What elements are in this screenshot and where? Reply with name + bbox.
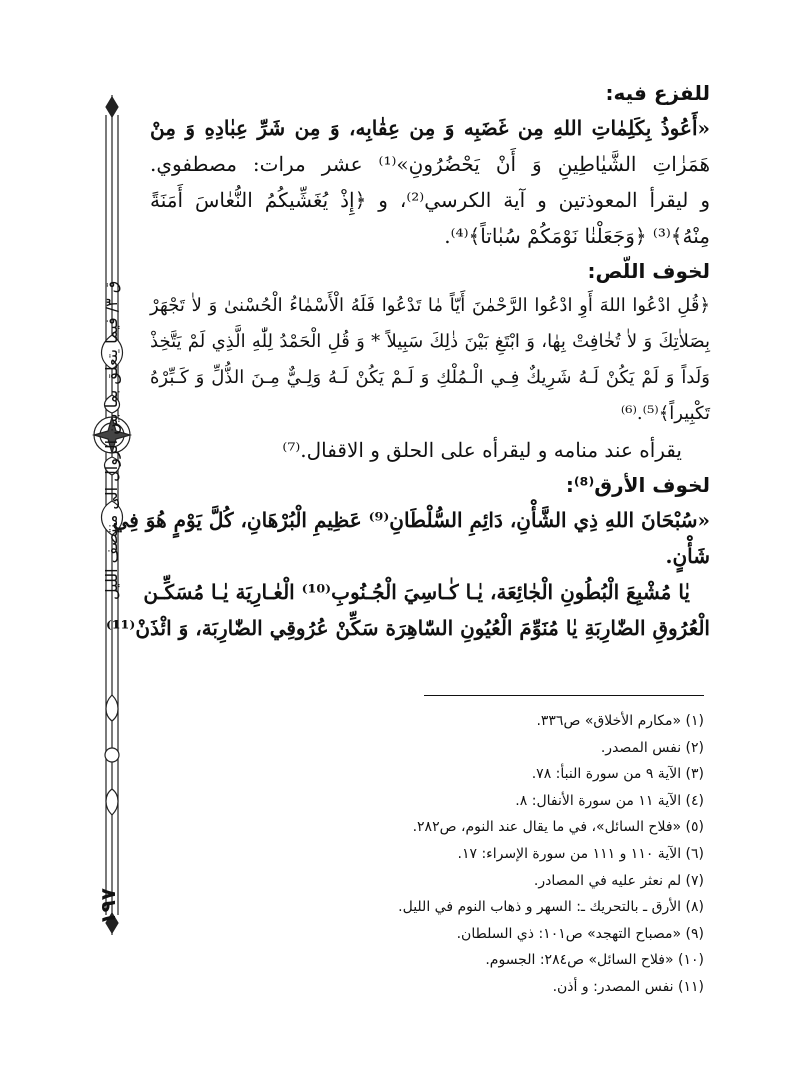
footnote: (٧) لم نعثر عليه في المصادر.	[533, 872, 704, 889]
section-heading-fear: للفزع فيه:	[605, 81, 710, 105]
footnote: (١١) نفس المصدر: و أذن.	[552, 978, 704, 995]
text-line: الْعُرُوقِ الضّٰارِبَةِ يٰا مُنَوِّمَ الْعُيُونِ السّٰاهِرَة سَكِّنْ عُرُوقِي الضّٰارِبَة، وَ ائْذَنْ⁽¹¹⁾	[105, 616, 710, 640]
text-line: ﴿قُلِ ادْعُوا اللهَ أَوِ ادْعُوا الرَّحْمٰنَ أَيّاً مٰا تَدْعُوا فَلَهُ الْأَسْمٰاءُ الْحُسْنىٰ وَ لاٰ تَجْهَرْ	[150, 295, 710, 316]
section-heading-thief: لخوف اللّص:	[587, 259, 710, 283]
text-line: شَأْنٍ.	[665, 544, 710, 568]
footnote: (٥) «فلاح السائل»، في ما يقال عند النوم، ص٢٨٢.	[412, 819, 704, 836]
footnote: (١) «مكارم الأخلاق» ص٣٣٦.	[536, 713, 704, 729]
text-line: «أَعُوذُ بِكَلِمٰاتِ اللهِ مِن غَضَبِه وَ مِن عِقٰابِه، وَ مِن شَرِّ عِبٰادِهِ وَ مِنْ	[150, 116, 710, 140]
text-line: هَمَزٰاتِ الشَّيٰاطِينِ وَ أَنْ يَحْضُرُونِ»⁽¹⁾ عشر مرات: مصطفوي.	[150, 152, 711, 176]
text-line: يٰا مُشْبِعَ الْبُطُونِ الْجٰائِعَة، يٰـا كٰـاسِيَ الْجُـنُوبِ⁽¹⁰⁾ الْعٰـارِيَة يٰـا مُسَكِّـن	[143, 580, 690, 604]
footnote: (٤) الآية ١١ من سورة الأنفال: ٨.	[515, 792, 704, 809]
footnote: (٣) الآية ٩ من سورة النبأ: ٧٨.	[531, 766, 704, 783]
footnote: (٩) «مصباح التهجد» ص١٠١: ذي السلطان.	[456, 925, 704, 942]
text-line: يقرأه عند منامه و ليقرأه على الحلق و الاقفال.⁽⁷⁾	[282, 438, 682, 462]
text-line: مِنْهُ﴾⁽³⁾ ﴿وَجَعَلْنٰا نَوْمَكُمْ سُبٰاتاً﴾⁽⁴⁾.	[444, 224, 710, 248]
section-heading-insomnia: لخوف الأرق⁽⁸⁾:	[565, 473, 710, 497]
page-number: ١٩٧	[96, 888, 120, 925]
footnote-divider	[424, 695, 704, 696]
text-line: بِصَلاٰتِكَ وَ لاٰ تُخٰافِتْ بِهٰا، وَ ابْتَغِ بَيْنَ ذٰلِكَ سَبِيلاً * وَ قُلِ الْحَمْدُ لِلّٰهِ الَّذِي لَمْ يَتَّخِذْ	[150, 331, 710, 352]
footnote: (١٠) «فلاح السائل» ص٢٨٤: الجسوم.	[485, 952, 704, 969]
text-line: و ليقرأ المعوذتين و آية الكرسي⁽²⁾، و ﴿إِذْ يُغَشِّيكُمُ النُّعٰاسَ أَمَنَةً	[150, 188, 710, 212]
footnote: (٨) الأرق ـ بالتحريك ـ: السهر و ذهاب النوم في الليل.	[398, 899, 704, 916]
running-title: ق ٣/ فيما يتعلق بما بين الزوال الى منتصف الليل	[102, 280, 121, 600]
text-line: تَكْبِيراً﴾⁽⁵⁾.⁽⁶⁾	[620, 403, 710, 424]
text-line: وَلَداً وَ لَمْ يَكُنْ لَـهُ شَرِيكٌ فِـي الْـمُلْكِ وَ لَـمْ يَكُنْ لَـهُ وَلِـيٌّ مِـنَ الذُّلِّ وَ كَـبِّرْهُ	[150, 367, 710, 388]
text-line: «سُبْحَانَ اللهِ ذِي الشَّأْنِ، دَائِمِ السُّلْطَانِ⁽⁹⁾ عَظِيمِ الْبُرْهَانِ، كُلَّ يَوْمٍ هُوَ فِي	[112, 508, 710, 532]
footnotes	[300, 708, 704, 1001]
footnote: (٦) الآية ١١٠ و ١١١ من سورة الإسراء: ١٧.	[457, 845, 704, 862]
footnote: (٢) نفس المصدر.	[600, 739, 704, 756]
